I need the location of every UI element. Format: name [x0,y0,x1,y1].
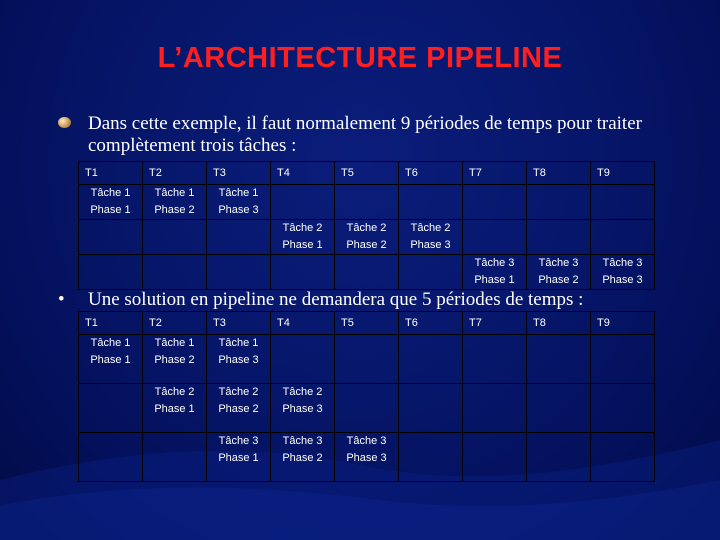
schedule-cell [399,220,463,255]
task-label: Tâche 2 [346,222,387,234]
schedule-cell [463,335,527,384]
dot-bullet-icon: • [58,289,65,310]
task-label: Tâche 1 [90,187,131,199]
schedule-cell [399,433,463,482]
time-period-header: T4 [271,162,335,185]
time-period-header: T5 [335,312,399,335]
schedule-cell [527,185,591,220]
phase-label: Phase 1 [90,204,131,216]
table-row [79,220,655,255]
schedule-cell [335,220,399,255]
schedule-cell [335,185,399,220]
time-period-header: T6 [399,162,463,185]
schedule-cell [271,384,335,433]
table-row [79,335,655,384]
schedule-cell [271,335,335,384]
schedule-cell [143,335,207,384]
time-period-header: T4 [271,312,335,335]
table-row [79,433,655,482]
pipeline-schedule-table [78,311,655,482]
table-header-row [79,312,655,335]
schedule-cell [335,255,399,290]
schedule-cell [143,255,207,290]
table-header-row [79,162,655,185]
time-period-header: T9 [591,162,655,185]
task-label: Tâche 2 [410,222,451,234]
task-label: Tâche 1 [154,187,195,199]
schedule-cell [271,185,335,220]
schedule-cell [591,335,655,384]
schedule-cell [143,185,207,220]
slide-title: L’ARCHITECTURE PIPELINE [157,42,563,74]
phase-label: Phase 3 [282,403,323,415]
sequential-schedule-table [78,161,655,290]
task-label: Tâche 3 [218,435,259,447]
schedule-cell [527,335,591,384]
schedule-cell [207,433,271,482]
schedule-cell [79,255,143,290]
table-row [79,384,655,433]
schedule-cell [207,335,271,384]
schedule-cell [143,220,207,255]
schedule-cell [591,255,655,290]
schedule-cell [271,220,335,255]
bullet-point-1-text: Dans cette exemple, il faut normalement 9 périodes de temps pour traiter complètement trois tâches : [88,113,642,156]
schedule-cell [463,433,527,482]
schedule-cell [399,384,463,433]
task-label: Tâche 2 [282,386,323,398]
time-period-header: T8 [527,312,591,335]
schedule-cell [591,185,655,220]
phase-label: Phase 2 [346,239,387,251]
schedule-cell [207,220,271,255]
phase-label: Phase 1 [90,354,131,366]
schedule-cell [335,433,399,482]
task-label: Tâche 3 [474,257,515,269]
time-period-header: T2 [143,312,207,335]
time-period-header: T7 [463,312,527,335]
time-period-header: T5 [335,162,399,185]
task-label: Tâche 3 [538,257,579,269]
time-period-header: T1 [79,162,143,185]
schedule-cell [527,220,591,255]
phase-label: Phase 3 [218,354,259,366]
schedule-cell [399,255,463,290]
task-label: Tâche 2 [154,386,195,398]
schedule-cell [335,335,399,384]
time-period-header: T3 [207,312,271,335]
phase-label: Phase 2 [538,274,579,286]
phase-label: Phase 1 [474,274,515,286]
schedule-cell [527,255,591,290]
schedule-cell [79,220,143,255]
phase-label: Phase 2 [218,403,259,415]
time-period-header: T6 [399,312,463,335]
time-period-header: T2 [143,162,207,185]
task-label: Tâche 1 [154,337,195,349]
schedule-cell [143,384,207,433]
time-period-header: T9 [591,312,655,335]
schedule-cell [527,384,591,433]
schedule-cell [271,433,335,482]
schedule-cell [527,433,591,482]
schedule-cell [335,384,399,433]
table-row [79,255,655,290]
schedule-cell [79,433,143,482]
time-period-header: T7 [463,162,527,185]
task-label: Tâche 1 [218,337,259,349]
task-label: Tâche 3 [346,435,387,447]
phase-label: Phase 1 [154,403,195,415]
phase-label: Phase 3 [410,239,451,251]
schedule-cell [591,220,655,255]
time-period-header: T3 [207,162,271,185]
schedule-cell [143,433,207,482]
schedule-cell [591,384,655,433]
phase-label: Phase 2 [154,354,195,366]
phase-label: Phase 3 [346,452,387,464]
phase-label: Phase 1 [218,452,259,464]
gold-sphere-bullet-icon [58,117,71,128]
task-label: Tâche 2 [282,222,323,234]
task-label: Tâche 3 [602,257,643,269]
phase-label: Phase 3 [602,274,643,286]
phase-label: Phase 1 [282,239,323,251]
schedule-cell [79,185,143,220]
schedule-cell [463,220,527,255]
phase-label: Phase 3 [218,204,259,216]
phase-label: Phase 2 [282,452,323,464]
schedule-cell [79,335,143,384]
bullet-point-2-text: Une solution en pipeline ne demandera que 5 périodes de temps : [88,289,584,310]
task-label: Tâche 1 [90,337,131,349]
schedule-cell [207,384,271,433]
time-period-header: T8 [527,162,591,185]
schedule-cell [463,185,527,220]
schedule-cell [271,255,335,290]
task-label: Tâche 3 [282,435,323,447]
schedule-cell [79,384,143,433]
schedule-cell [463,384,527,433]
schedule-cell [399,335,463,384]
task-label: Tâche 2 [218,386,259,398]
schedule-cell [399,185,463,220]
phase-label: Phase 2 [154,204,195,216]
schedule-cell [591,433,655,482]
schedule-cell [207,255,271,290]
task-label: Tâche 1 [218,187,259,199]
table-row [79,185,655,220]
schedule-cell [463,255,527,290]
time-period-header: T1 [79,312,143,335]
schedule-cell [207,185,271,220]
